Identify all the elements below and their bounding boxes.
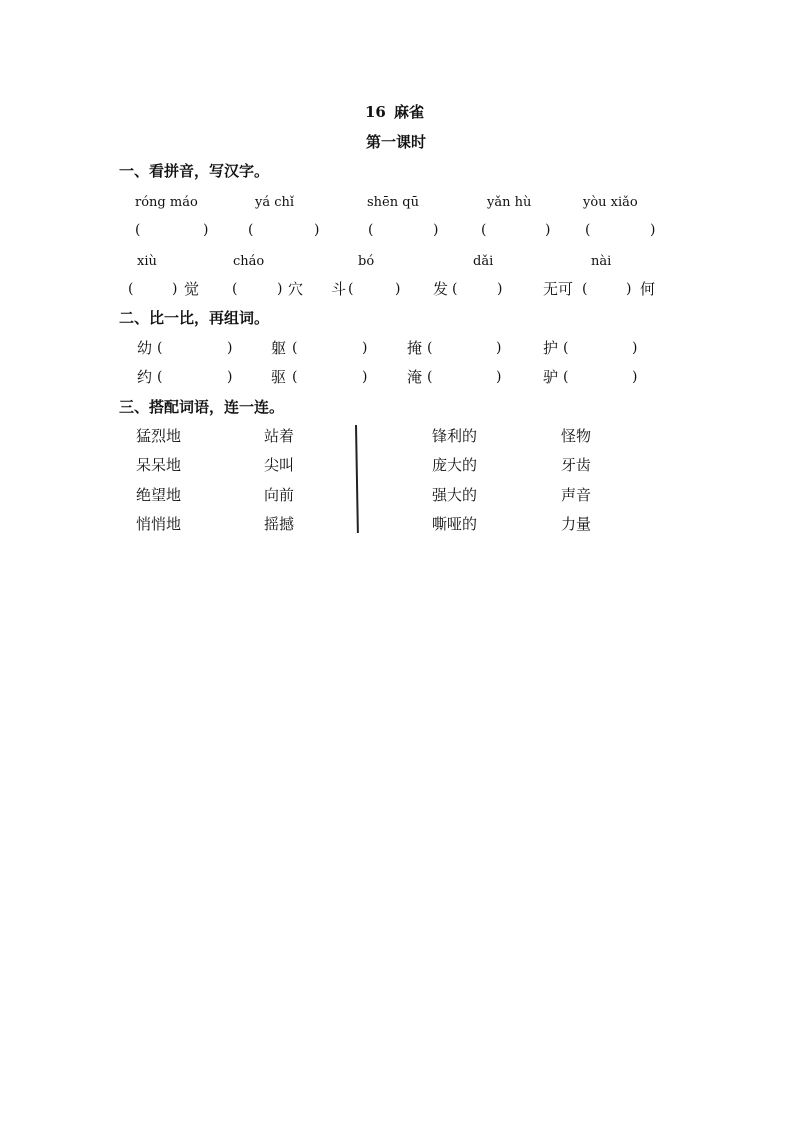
blank-6-open: ( [128, 281, 134, 297]
match-right-target: 牙齿 [561, 456, 592, 474]
compare-blank-close: ) [632, 340, 638, 356]
pinyin-7: cháo [233, 254, 265, 269]
lesson-title: 麻雀 [394, 103, 425, 121]
compare-blank-open: ( [157, 369, 163, 385]
compare-blank-close: ) [227, 369, 233, 385]
section3-heading: 三、搭配词语，连一连。 [119, 398, 285, 416]
blank-6-close: ) [172, 281, 178, 297]
blank-5-close: ) [650, 222, 656, 238]
pinyin-9: dǎi [473, 254, 494, 269]
pinyin-5: yòu xiǎo [583, 195, 638, 210]
word-6-suffix: 觉 [184, 280, 200, 298]
compare-char-4: 护 [543, 339, 559, 357]
pinyin-6: xiù [137, 254, 157, 269]
compare-char-5: 约 [137, 368, 153, 386]
compare-blank-open: ( [292, 369, 298, 385]
blank-9-open: ( [452, 281, 458, 297]
lesson-subtitle: 第一课时 [366, 133, 427, 151]
word-10-suffix: 何 [640, 280, 656, 298]
match-left-word: 猛烈地 [136, 427, 182, 445]
compare-char-7: 淹 [407, 368, 423, 386]
match-right-target: 声音 [561, 486, 592, 504]
blank-4-open: ( [481, 222, 487, 238]
match-left-target: 摇撼 [264, 515, 295, 533]
match-right-target: 怪物 [561, 427, 592, 445]
blank-7-close: ) [277, 281, 283, 297]
compare-blank-close: ) [362, 369, 368, 385]
lesson-number: 16 [365, 103, 386, 121]
match-left-target: 站着 [264, 427, 295, 445]
word-7-suffix: 穴 [288, 280, 304, 298]
compare-blank-open: ( [427, 340, 433, 356]
blank-1-close: ) [203, 222, 209, 238]
compare-blank-close: ) [632, 369, 638, 385]
pinyin-2: yá chǐ [255, 195, 295, 210]
word-9-prefix: 发 [433, 280, 449, 298]
pinyin-1: róng máo [135, 195, 198, 210]
compare-blank-open: ( [563, 340, 569, 356]
section2-heading: 二、比一比，再组词。 [119, 309, 270, 327]
match-left-target: 尖叫 [264, 456, 295, 474]
compare-char-8: 驴 [543, 368, 559, 386]
match-right-word: 庞大的 [432, 456, 478, 474]
blank-3-open: ( [368, 222, 374, 238]
blank-9-close: ) [497, 281, 503, 297]
pinyin-10: nài [591, 254, 612, 269]
compare-blank-open: ( [292, 340, 298, 356]
blank-3-close: ) [433, 222, 439, 238]
word-10-prefix: 无可 [543, 280, 574, 298]
blank-10-close: ) [626, 281, 632, 297]
compare-blank-open: ( [427, 369, 433, 385]
blank-8-open: ( [348, 281, 354, 297]
compare-blank-open: ( [563, 369, 569, 385]
blank-1-open: ( [135, 222, 141, 238]
compare-blank-open: ( [157, 340, 163, 356]
compare-blank-close: ) [227, 340, 233, 356]
section1-heading: 一、看拼音，写汉字。 [119, 162, 270, 180]
compare-char-6: 驱 [271, 368, 287, 386]
match-left-word: 悄悄地 [136, 515, 182, 533]
match-left-target: 向前 [264, 486, 295, 504]
match-right-word: 嘶哑的 [432, 515, 478, 533]
compare-char-2: 躯 [271, 339, 287, 357]
blank-8-close: ) [395, 281, 401, 297]
compare-char-3: 掩 [407, 339, 423, 357]
match-left-word: 呆呆地 [136, 456, 182, 474]
pinyin-8: bó [358, 254, 375, 269]
match-right-target: 力量 [561, 515, 592, 533]
match-left-word: 绝望地 [136, 486, 182, 504]
blank-10-open: ( [582, 281, 588, 297]
blank-5-open: ( [585, 222, 591, 238]
compare-char-1: 幼 [137, 339, 153, 357]
compare-blank-close: ) [362, 340, 368, 356]
match-right-word: 强大的 [432, 486, 478, 504]
blank-7-open: ( [232, 281, 238, 297]
compare-blank-close: ) [496, 340, 502, 356]
blank-4-close: ) [545, 222, 551, 238]
column-divider [355, 425, 358, 533]
word-8-prefix: 斗 [331, 280, 347, 298]
pinyin-4: yǎn hù [487, 195, 532, 210]
pinyin-3: shēn qū [367, 195, 419, 210]
compare-blank-close: ) [496, 369, 502, 385]
blank-2-close: ) [314, 222, 320, 238]
match-right-word: 锋利的 [432, 427, 478, 445]
blank-2-open: ( [248, 222, 254, 238]
